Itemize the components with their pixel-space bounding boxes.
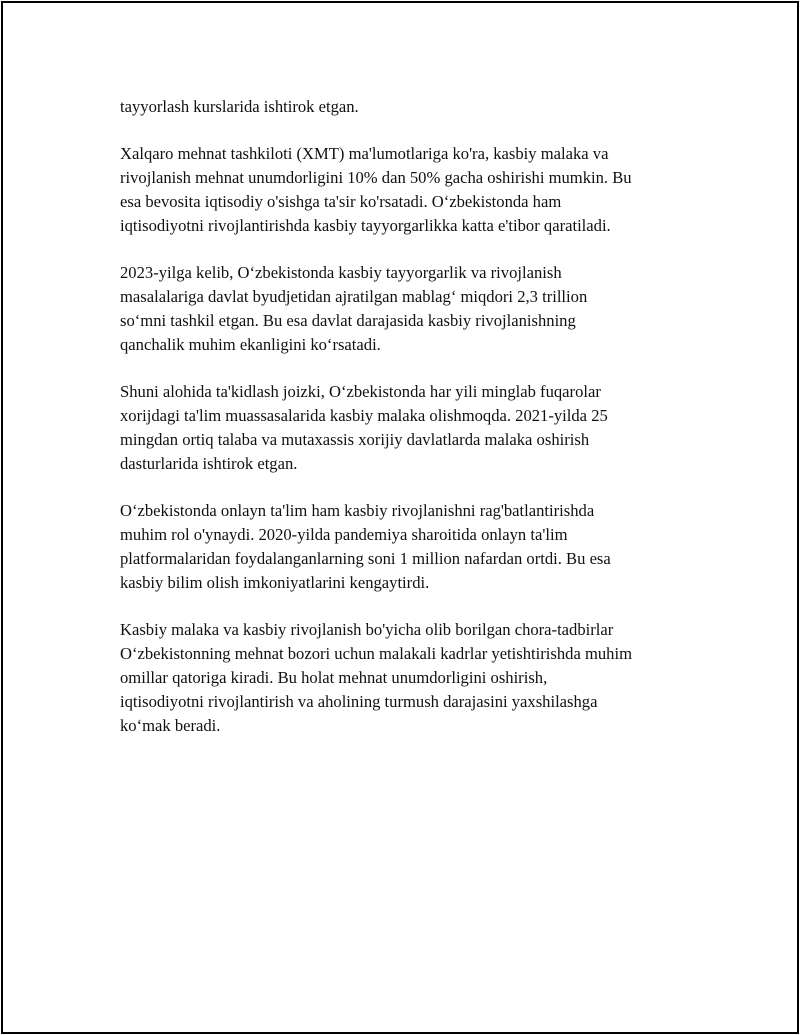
text-line: rivojlanish mehnat unumdorligini 10% dan 50% gacha oshirishi mumkin. Bu — [120, 168, 632, 187]
text-line: Kasbiy malaka va kasbiy rivojlanish bo'yicha olib borilgan chora-tadbirlar — [120, 620, 614, 639]
text-line: Shuni alohida ta'kidlash joizki, O‘zbekistonda har yili minglab fuqarolar — [120, 382, 601, 401]
text-line: omillar qatoriga kiradi. Bu holat mehnat unumdorligini oshirish, — [120, 668, 548, 687]
text-line: so‘mni tashkil etgan. Bu esa davlat darajasida kasbiy rivojlanishning — [120, 311, 576, 330]
text-line: qanchalik muhim ekanligini ko‘rsatadi. — [120, 335, 381, 354]
paragraph — [120, 499, 720, 595]
paragraph — [120, 261, 720, 357]
text-line: tayyorlash kurslarida ishtirok etgan. — [120, 97, 359, 116]
document-page — [1, 1, 799, 1034]
text-line: xorijdagi ta'lim muassasalarida kasbiy malaka olishmoqda. 2021-yilda 25 — [120, 406, 608, 425]
text-line: 2023-yilga kelib, O‘zbekistonda kasbiy tayyorgarlik va rivojlanish — [120, 263, 562, 282]
text-line: ko‘mak beradi. — [120, 716, 221, 735]
text-line: platformalaridan foydalanganlarning soni 1 million nafardan ortdi. Bu esa — [120, 549, 611, 568]
text-line: iqtisodiyotni rivojlantirishda kasbiy tayyorgarlikka katta e'tibor qaratiladi. — [120, 216, 611, 235]
text-line: O‘zbekistonning mehnat bozori uchun malakali kadrlar yetishtirishda muhim — [120, 644, 632, 663]
paragraph — [120, 142, 720, 238]
document-body — [120, 95, 720, 761]
text-line: kasbiy bilim olish imkoniyatlarini kengaytirdi. — [120, 573, 430, 592]
paragraph — [120, 380, 720, 476]
text-line: Xalqaro mehnat tashkiloti (XMT) ma'lumotlariga ko'ra, kasbiy malaka va — [120, 144, 609, 163]
paragraph — [120, 618, 720, 738]
text-line: mingdan ortiq talaba va mutaxassis xorijiy davlatlarda malaka oshirish — [120, 430, 590, 449]
text-line: iqtisodiyotni rivojlantirish va aholining turmush darajasini yaxshilashga — [120, 692, 598, 711]
text-line: muhim rol o'ynaydi. 2020-yilda pandemiya sharoitida onlayn ta'lim — [120, 525, 568, 544]
text-line: masalalariga davlat byudjetidan ajratilgan mablag‘ miqdori 2,3 trillion — [120, 287, 588, 306]
text-line: esa bevosita iqtisodiy o'sishga ta'sir ko'rsatadi. O‘zbekistonda ham — [120, 192, 562, 211]
text-line: dasturlarida ishtirok etgan. — [120, 454, 298, 473]
paragraph — [120, 95, 720, 119]
text-line: O‘zbekistonda onlayn ta'lim ham kasbiy rivojlanishni rag'batlantirishda — [120, 501, 595, 520]
